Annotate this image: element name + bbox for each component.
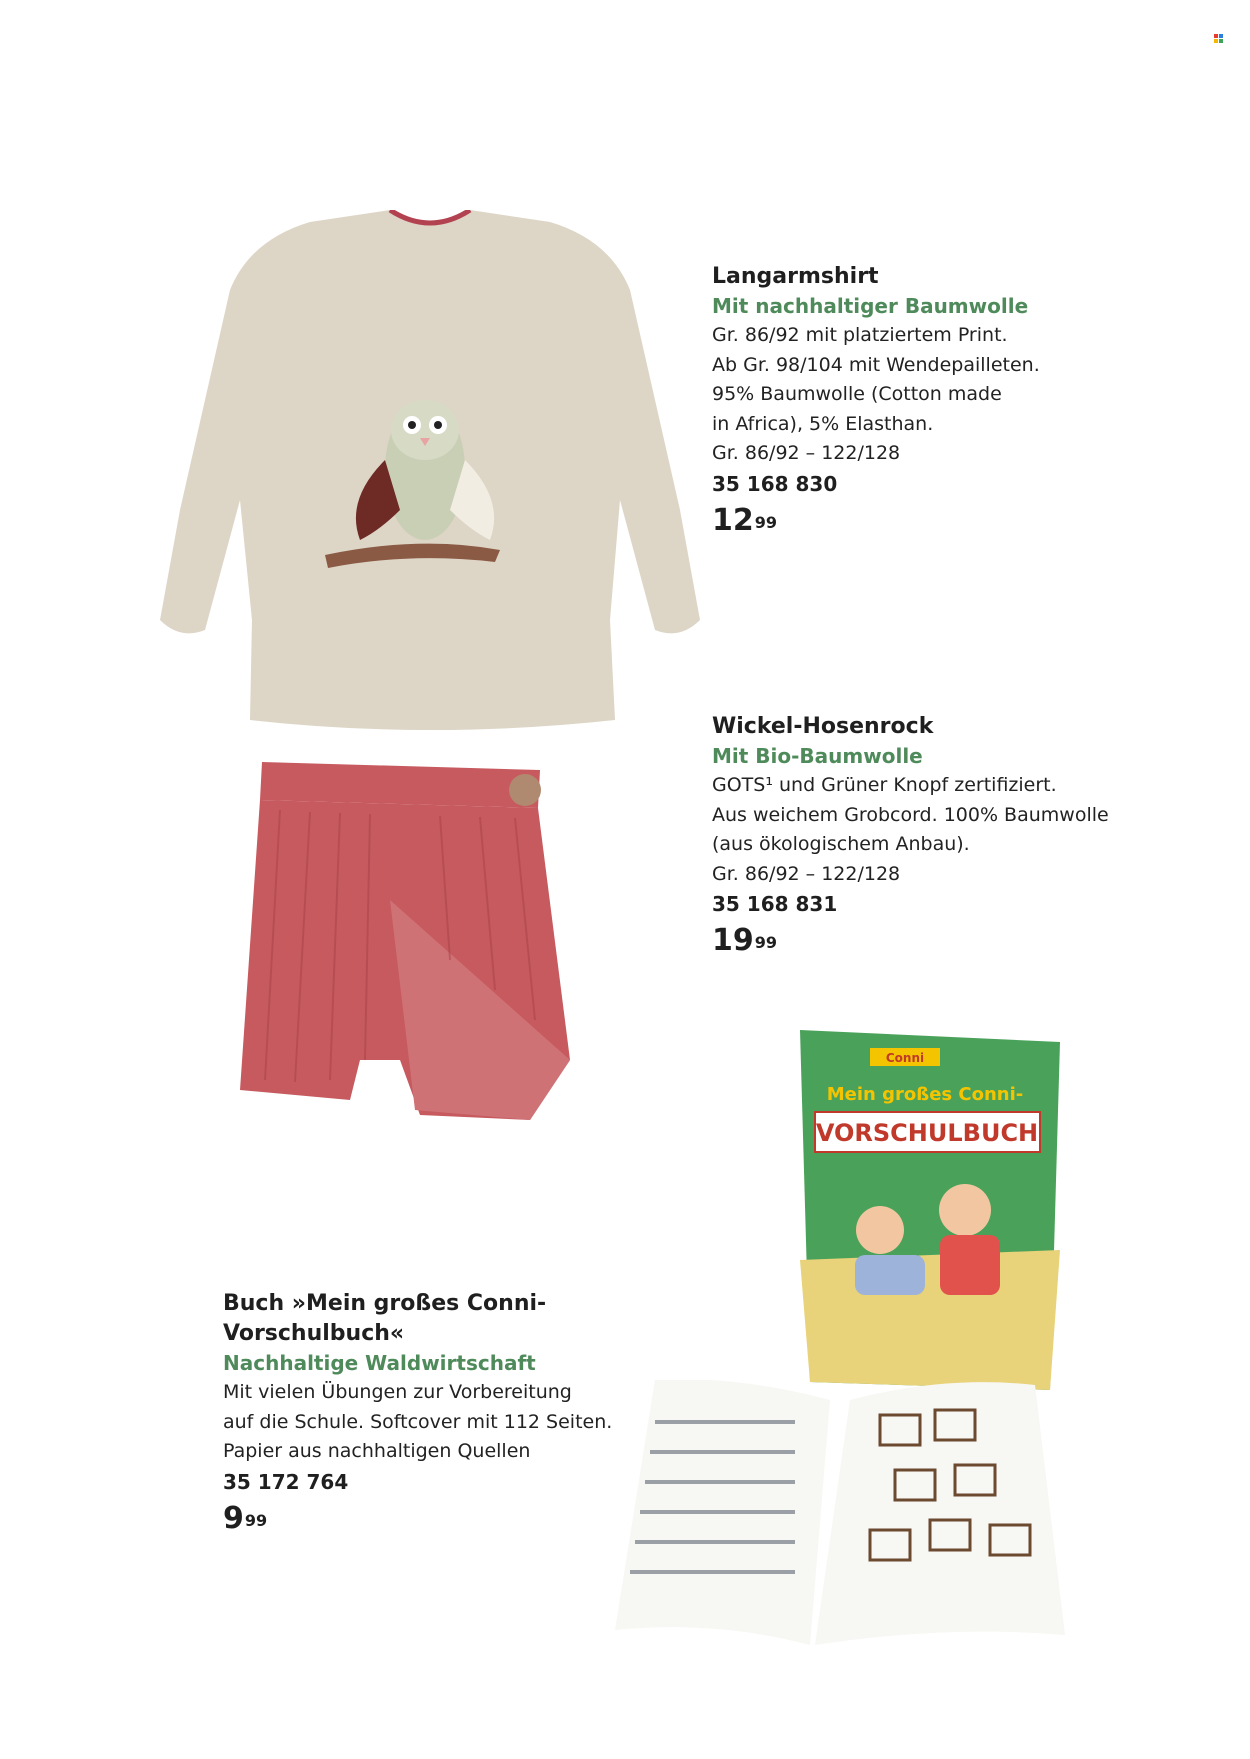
product-description-line: auf die Schule. Softcover mit 112 Seiten. (223, 1410, 613, 1433)
product-description-line: Gr. 86/92 – 122/128 (712, 862, 901, 885)
product-longsleeve-shirt (712, 262, 1172, 539)
longsleeve-shirt-image (160, 210, 700, 730)
product-sku: 35 168 831 (712, 892, 838, 916)
brand-logo (1214, 34, 1224, 44)
product-sku: 35 168 830 (712, 471, 838, 496)
book-title-line1: Mein großes Conni- (826, 1084, 1024, 1105)
product-description-line: Ab Gr. 98/104 mit Wendepailleten. (712, 353, 1040, 376)
product-title-line: Buch »Mein großes Conni- (223, 1291, 547, 1316)
product-sku: 35 172 764 (223, 1469, 349, 1494)
product-description-line: in Africa), 5% Elasthan. (712, 412, 934, 435)
price-cents: 99 (754, 933, 778, 952)
product-description-line: Gr. 86/92 mit platziertem Print. (712, 324, 1008, 346)
product-title-line: Vorschulbuch« (223, 1321, 405, 1346)
price-cents: 99 (754, 512, 778, 532)
price-main: 12 (712, 502, 754, 538)
product-subtitle: Nachhaltige Waldwirtschaft (223, 1351, 536, 1375)
product-price (223, 1501, 673, 1537)
open-book-image (615, 1380, 1065, 1655)
product-description-line: (aus ökologischem Anbau). (712, 833, 970, 855)
price-cents: 99 (244, 1510, 268, 1530)
product-description-line: GOTS¹ und Grüner Knopf zertifiziert. (712, 774, 1057, 796)
product-price (712, 923, 1192, 959)
book-title-line2: VORSCHULBUCH (815, 1119, 1039, 1147)
product-description-line: 95% Baumwolle (Cotton made (712, 383, 1002, 405)
price-main: 19 (712, 923, 754, 958)
product-title: Wickel-Hosenrock (712, 714, 934, 739)
product-description-line: Aus weichem Grobcord. 100% Baumwolle (712, 803, 1109, 826)
book-cover-image (800, 1030, 1060, 1390)
product-subtitle: Mit Bio-Baumwolle (712, 744, 923, 768)
product-description-line: Mit vielen Übungen zur Vorbereitung (223, 1381, 572, 1403)
skort-image (240, 760, 630, 1130)
open-book-right-page (815, 1382, 1065, 1645)
product-description-line: Gr. 86/92 – 122/128 (712, 442, 901, 464)
product-wrap-skort (712, 712, 1192, 959)
product-book (223, 1289, 673, 1537)
book-brand: Conni (885, 1051, 925, 1065)
product-subtitle: Mit nachhaltiger Baumwolle (712, 294, 1029, 318)
price-main: 9 (223, 1500, 244, 1536)
product-title: Langarmshirt (712, 264, 879, 289)
product-price (712, 503, 1172, 539)
button-icon (509, 774, 541, 806)
product-description-line: Papier aus nachhaltigen Quellen (223, 1440, 531, 1462)
skort-waistband (260, 762, 540, 808)
